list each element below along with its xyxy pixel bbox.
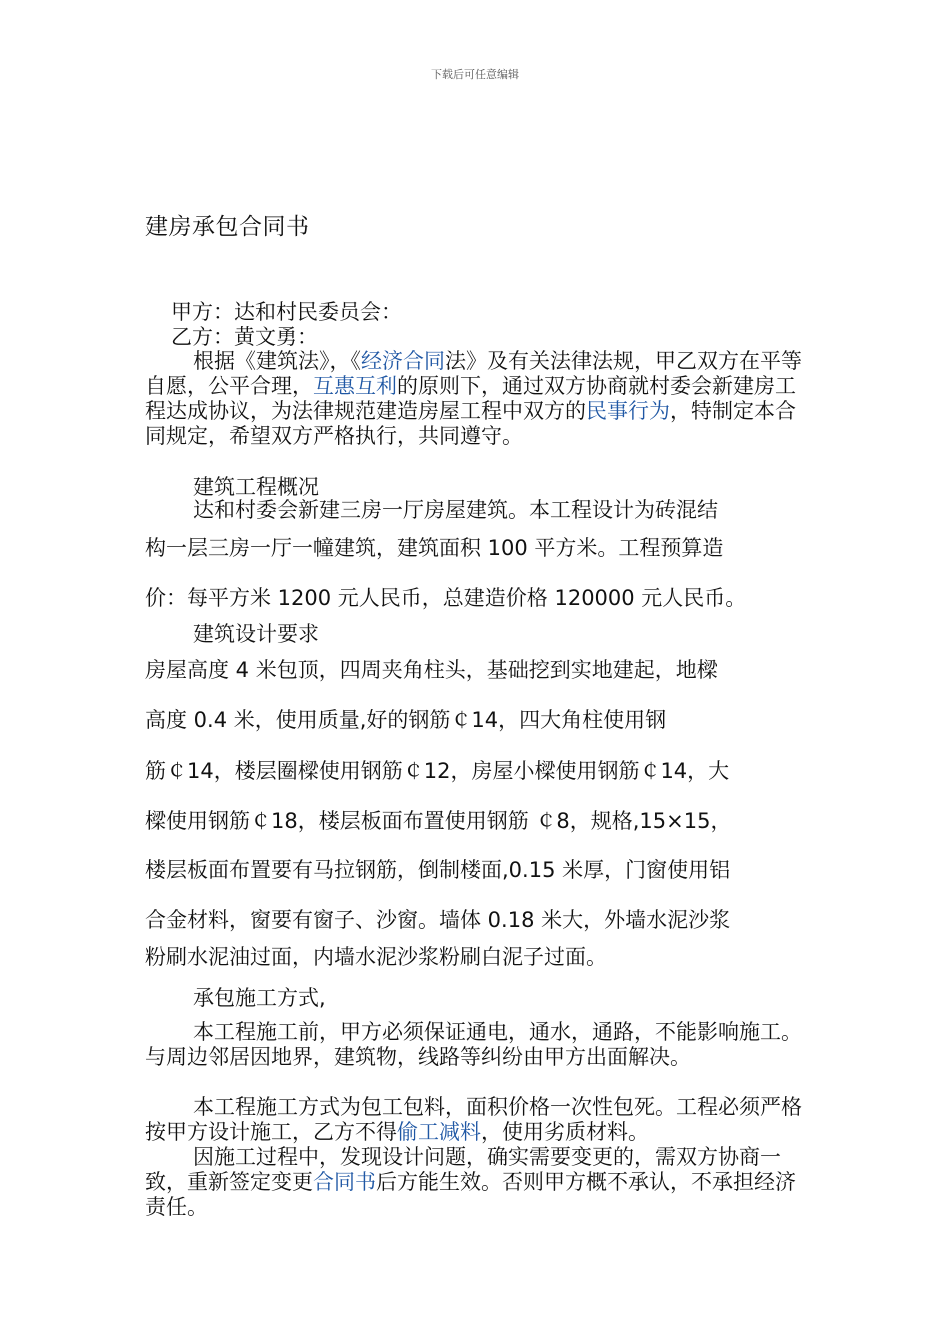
paragraph-contract-method — [145, 1095, 805, 1145]
link-mutual-benefit[interactable]: 互惠互利 — [313, 374, 397, 398]
design-line: 筋￠14，楼层圈樑使用钢筋￠12，房屋小樑使用钢筋￠14，大 — [145, 759, 730, 783]
intro-text-4: ，特制定本合同规定，希望双方严格执行，共同遵守。 — [145, 399, 796, 448]
link-cut-corners[interactable]: 偷工减料 — [397, 1120, 481, 1144]
document-title: 建房承包合同书 — [145, 214, 310, 240]
design-line: 高度 0.4 米，使用质量,好的钢筋￠14，四大角柱使用钢 — [145, 708, 667, 732]
section-heading-design: 建筑设计要求 — [193, 622, 319, 646]
overview-line: 构一层三房一厅一幢建筑，建筑面积 100 平方米。工程预算造 — [145, 536, 724, 560]
paragraph-design-change — [145, 1145, 805, 1220]
paragraph-preconditions: 本工程施工前，甲方必须保证通电，通水，通路，不能影响施工。与周边邻居因地界，建筑物，线路等纠纷由甲方出面解决。 — [145, 1020, 802, 1069]
party-a-line: 甲方：达和村民委员会： — [171, 300, 402, 324]
design-line: 樑使用钢筋￠18，楼层板面布置使用钢筋 ￠8，规格,15×15， — [145, 809, 732, 833]
intro-text-1: 根据《建筑法》，《 — [193, 349, 361, 373]
link-economic-contract[interactable]: 经济合同 — [361, 349, 445, 373]
party-b-line: 乙方：黄文勇： — [171, 325, 318, 349]
overview-line: 达和村委会新建三房一厅房屋建筑。本工程设计为砖混结 — [193, 498, 718, 522]
p3-text-1: 因施工过程中，发现设计问题，确实需要变更的，需双方协商一致，重新签定变更 — [145, 1145, 781, 1194]
p2-text-1: 本工程施工方式为包工包料，面积价格一次性包死。工程必须严格按甲方设计施工，乙方不得 — [145, 1095, 802, 1144]
link-contract-document[interactable]: 合同书 — [313, 1170, 376, 1194]
intro-text-2: 法》及有关法律法规，甲乙双方在平等自愿，公平合理， — [145, 349, 802, 398]
design-line: 合金材料，窗要有窗子、沙窗。墙体 0.18 米大，外墙水泥沙浆 — [145, 908, 731, 932]
design-line: 楼层板面布置要有马拉钢筋，倒制楼面,0.15 米厚，门窗使用铝 — [145, 858, 731, 882]
section-heading-overview: 建筑工程概况 — [193, 475, 319, 499]
section-heading-method: 承包施工方式, — [193, 986, 326, 1010]
overview-line: 价：每平方米 1200 元人民币，总建造价格 120000 元人民币。 — [145, 586, 747, 610]
design-line: 房屋高度 4 米包顶，四周夹角柱头，基础挖到实地建起，地樑 — [145, 658, 718, 682]
intro-paragraph — [145, 349, 805, 449]
design-line: 粉刷水泥油过面，内墙水泥沙浆粉刷白泥子过面。 — [145, 945, 607, 969]
page-header-note: 下载后可任意编辑 — [431, 68, 519, 81]
link-civil-act[interactable]: 民事行为 — [586, 399, 670, 423]
p2-text-2: ，使用劣质材料。 — [481, 1120, 649, 1144]
intro-text-3: 的原则下，通过双方协商就村委会新建房工程达成协议，为法律规范建造房屋工程中双方的 — [145, 374, 796, 423]
p3-text-2: 后方能生效。否则甲方概不承认，不承担经济责任。 — [145, 1170, 796, 1219]
